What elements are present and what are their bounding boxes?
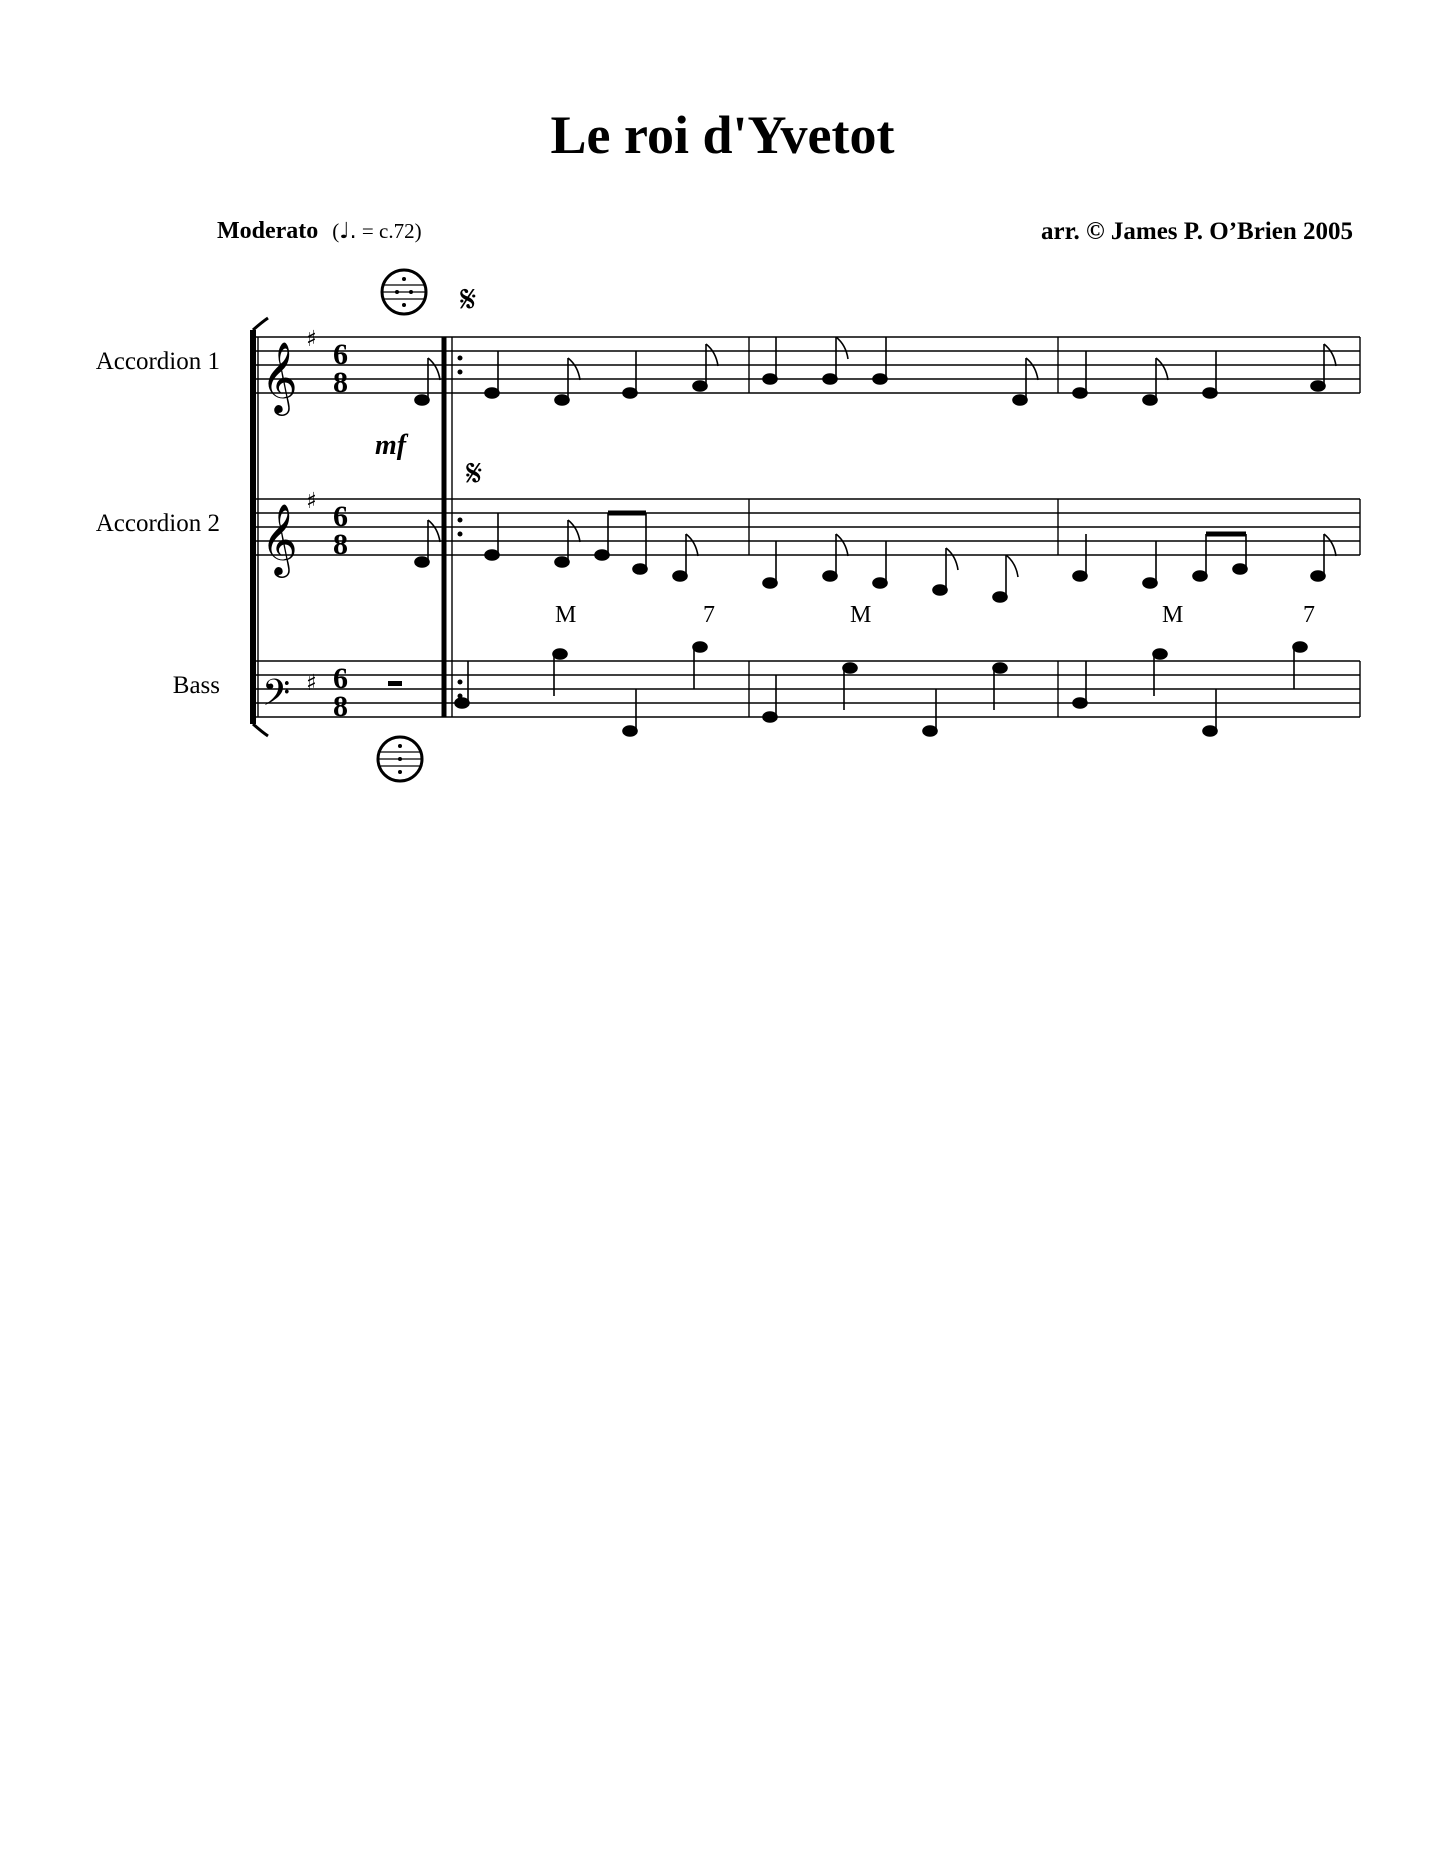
segno-icon: [460, 277, 476, 321]
time-signature-bottom: 8: [333, 690, 348, 723]
treble-clef-icon: 𝄞: [261, 340, 298, 413]
chord-label: M: [850, 602, 872, 628]
staff-bass: [255, 661, 1360, 717]
chord-label: 7: [1303, 602, 1315, 628]
time-signature-top: 6: [333, 338, 348, 371]
key-signature-sharp-icon: ♯: [306, 327, 317, 352]
treble-clef-icon: 𝄞: [261, 502, 298, 575]
tempo-value: = c.72): [361, 219, 422, 243]
time-signatures: [333, 338, 348, 723]
chord-label: M: [555, 602, 577, 628]
register-symbol-icon: [382, 270, 426, 314]
staff-accordion-1: [255, 337, 1360, 393]
key-signature-sharp-icon: ♯: [306, 489, 317, 514]
time-signature-bottom: 8: [333, 366, 348, 399]
time-signature-bottom: 8: [333, 528, 348, 561]
tempo-paren: (: [332, 219, 340, 243]
notes-accordion-1: [415, 337, 1336, 405]
dynamic-marking: mf: [375, 430, 407, 461]
bass-clef-icon: 𝄢: [262, 672, 291, 723]
staff-accordion-2: [255, 499, 1360, 555]
instrument-label-accordion-1: Accordion 1: [95, 348, 220, 375]
svg-text:𝄋: 𝄋: [460, 277, 477, 321]
time-signature-top: 6: [333, 662, 348, 695]
instrument-label-bass: Bass: [172, 672, 220, 699]
chord-label: M: [1162, 602, 1184, 628]
chord-label: 7: [703, 602, 715, 628]
instrument-label-accordion-2: Accordion 2: [95, 510, 220, 537]
segno-icon: [466, 451, 482, 495]
time-signature-top: 6: [333, 500, 348, 533]
register-symbol-icon: [378, 737, 422, 781]
rest-icon: [388, 681, 402, 686]
arranger-credit: arr. © James P. O’Brien 2005: [1041, 218, 1353, 245]
key-signature-sharp-icon: ♯: [306, 671, 317, 696]
svg-text:𝄋: 𝄋: [466, 451, 483, 495]
page-title: Le roi d'Yvetot: [550, 105, 895, 165]
tempo-word: Moderato: [217, 218, 319, 244]
dotted-quarter-note-icon: ♩.: [339, 219, 357, 244]
